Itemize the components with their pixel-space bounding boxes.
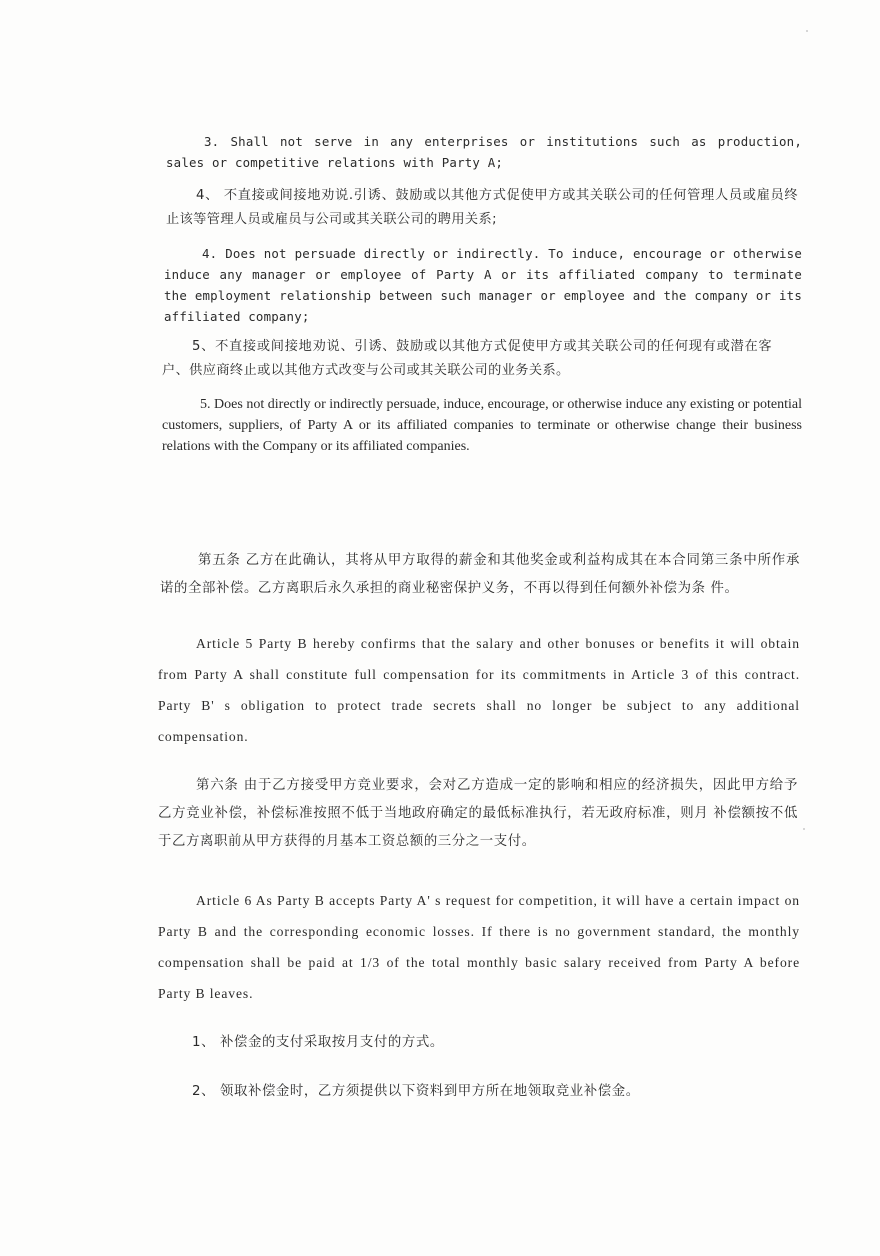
article-6-english: Article 6 As Party B accepts Party A' s request for competition, it will have a certain impact on Party B and the corresponding economic losses. If there is no government standard, the monthly compensation shall be paid at 1/3 of the total monthly basic salary received from Party A before Party B leaves. [158,893,800,1001]
item-2-chinese: 2、 领取补偿金时，乙方须提供以下资料到甲方所在地领取竞业补偿金。 [192,1084,640,1099]
scan-speck [803,828,805,830]
clause-4-english: 4. Does not persuade directly or indirectly. To induce, encourage or otherwise induce any manager or employee of Party A or its affiliated company to terminate the employment relationship between such manager or employee and the company or its affiliated company; [164,246,802,324]
clause-5-chinese: 5、不直接或间接地劝说、引诱、鼓励或以其他方式促使甲方或其关联公司的任何现有或潜在客户、供应商终止或以其他方式改变与公司或其关联公司的业务关系。 [162,339,772,378]
clause-4-chinese: 4、 不直接或间接地劝说.引诱、鼓励或以其他方式促使甲方或其关联公司的任何管理人员或雇员终止该等管理人员或雇员与公司或其关联公司的聘用关系; [166,188,798,227]
item-1-chinese: 1、 补偿金的支付采取按月支付的方式。 [192,1035,444,1050]
clause-5-english: 5. Does not directly or indirectly persuade, induce, encourage, or otherwise induce any existing or potential customers, suppliers, of Party A or its affiliated companies to terminate or otherwise change their business relations with the Company or its affiliated companies. [162,397,802,454]
clause-3-english: 3. Shall not serve in any enterprises or institutions such as production, sales or competitive relations with Party A; [166,134,802,170]
scan-speck [806,30,808,32]
article-5-chinese: 第五条 乙方在此确认，其将从甲方取得的薪金和其他奖金或利益构成其在本合同第三条中所作承诺的全部补偿。乙方离职后永久承担的商业秘密保护义务，不再以得到任何额外补偿为条 件。 [160,553,800,596]
article-6-chinese: 第六条 由于乙方接受甲方竞业要求，会对乙方造成一定的影响和相应的经济损失，因此甲方给予乙方竞业补偿，补偿标准按照不低于当地政府确定的最低标准执行，若无政府标准，则月 补偿额按不低于乙方离职前从甲方获得的月基本工资总额的三分之一支付。 [158,778,798,849]
article-5-english: Article 5 Party B hereby confirms that the salary and other bonuses or benefits it will obtain from Party A shall constitute full compensation for its commitments in Article 3 of this contract. Party B' s obligation to protect trade secrets shall no longer be subject to any additional compensation. [158,636,800,744]
